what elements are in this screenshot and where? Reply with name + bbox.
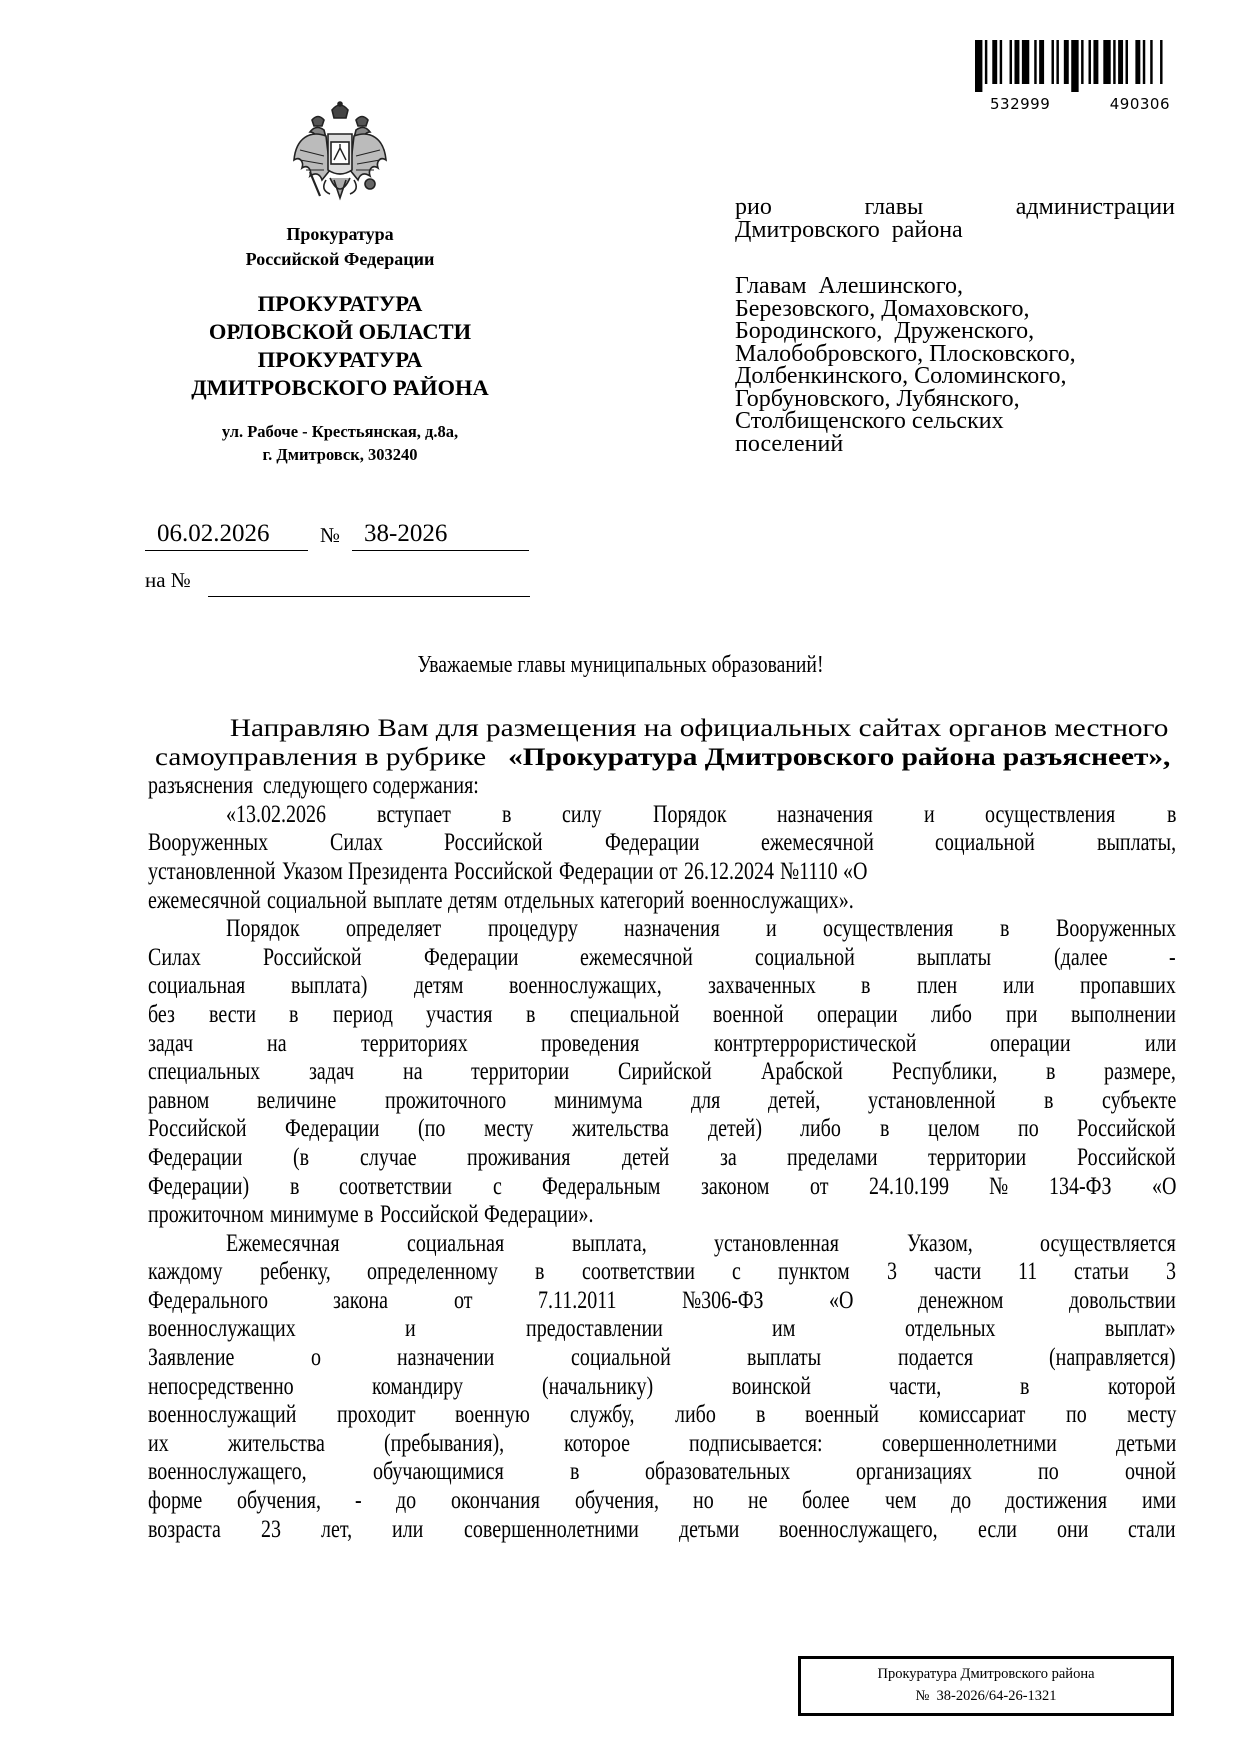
barcode-bar bbox=[1014, 40, 1019, 84]
registration-stamp bbox=[798, 1656, 1174, 1716]
body-line: Федерации (в случае проживания детей за пределами территории Российской bbox=[148, 1143, 1176, 1171]
greeting bbox=[0, 652, 1241, 679]
recipient-line: Бородинского, Друженского, bbox=[735, 318, 1035, 344]
body-line: без вести в период участия в специальной военной операции либо при выполнении bbox=[148, 1000, 1176, 1028]
org-name-large bbox=[150, 290, 530, 402]
intro-line-mixed bbox=[148, 744, 1170, 773]
body-line: Вооруженных Силах Российской Федерации ежемесячной социальной выплаты, bbox=[148, 829, 1176, 857]
number-sign: № bbox=[320, 523, 341, 547]
outgoing-number: 38-2026 bbox=[364, 520, 448, 547]
org-small-line: Прокуратура bbox=[286, 224, 394, 244]
address-line: г. Дмитровск, 303240 bbox=[262, 445, 418, 464]
barcode-bar bbox=[1089, 40, 1091, 84]
barcode-bar bbox=[1064, 40, 1069, 84]
body-line: Ежемесячная социальная выплата, установленная Указом, осуществляется bbox=[226, 1229, 1176, 1257]
body-line: установленной Указом Президента Российской Федерации от 26.12.2024 №1110 «О bbox=[148, 857, 868, 885]
barcode-bar bbox=[975, 40, 982, 92]
recipient-line: поселений bbox=[735, 430, 844, 457]
outgoing-number-field bbox=[352, 520, 529, 551]
barcode-bar bbox=[1000, 40, 1002, 84]
body-line: военнослужащий проходит военную службу, либо в военный комиссариат по месту bbox=[148, 1401, 1176, 1429]
body-line: форме обучения, - до окончания обучения, но не более чем до достижения ими bbox=[148, 1487, 1176, 1515]
barcode-bar bbox=[985, 40, 987, 84]
body-line: задач на территориях проведения контртеррористической операции или bbox=[148, 1029, 1176, 1057]
intro-plain: самоуправления в рубрике bbox=[155, 743, 487, 771]
outgoing-date-field bbox=[145, 520, 308, 551]
recipient-line: Долбенкинского, Соломинского, bbox=[735, 363, 1067, 389]
body-line: каждому ребенку, определенному в соответствии с пунктом 3 части 11 статьи 3 bbox=[148, 1258, 1176, 1286]
recipient-block-1 bbox=[735, 196, 1175, 241]
barcode-bar bbox=[1143, 40, 1145, 84]
barcode-bar bbox=[1118, 40, 1123, 84]
body-line: возраста 23 лет, или совершеннолетними детьми военнослужащего, если они стали bbox=[148, 1515, 1176, 1543]
intro-line-text: разъяснения следующего содержания: bbox=[148, 772, 479, 800]
body-line: Силах Российской Федерации ежемесячной социальной выплаты (далее - bbox=[148, 943, 1176, 971]
body-line: специальных задач на территории Сирийской Арабской Республики, в размере, bbox=[148, 1058, 1176, 1086]
barcode-bar bbox=[1135, 40, 1140, 84]
reply-to-label: на № bbox=[145, 568, 191, 592]
barcode-digits-right: 490306 bbox=[1109, 95, 1170, 113]
rubric-title: «Прокуратура Дмитровского района разъяснеет», bbox=[508, 743, 1171, 771]
org-name-small bbox=[150, 222, 530, 272]
intro-line bbox=[148, 744, 1176, 773]
body-line: социальная выплата) детям военнослужащих, захваченных в плен или пропавших bbox=[148, 972, 1176, 1000]
org-small-line: Российской Федерации bbox=[245, 249, 435, 269]
org-big-line: ПРОКУРАТУРА bbox=[257, 347, 423, 372]
barcode-bar bbox=[1160, 40, 1162, 84]
barcode-bar bbox=[1071, 40, 1078, 92]
outgoing-date: 06.02.2026 bbox=[157, 520, 270, 547]
barcode-bar bbox=[1051, 40, 1053, 84]
intro-line bbox=[148, 715, 1176, 744]
body-line: непосредственно командиру (начальнику) воинской части, в которой bbox=[148, 1372, 1176, 1400]
body-line: Федерации) в соответствии с Федеральным законом от 24.10.199 № 134-ФЗ «О bbox=[148, 1172, 1176, 1200]
recipient-line: Дмитровского района bbox=[735, 216, 963, 243]
intro-line-text: Направляю Вам для размещения на официальных сайтах органов местного bbox=[229, 715, 1169, 742]
barcode-digits-left: 532999 bbox=[990, 95, 1051, 113]
stamp-line-1: Прокуратура Дмитровского района bbox=[877, 1666, 1095, 1682]
barcode-bar bbox=[1113, 40, 1115, 84]
recipient-line bbox=[735, 196, 1175, 219]
barcode-bar bbox=[992, 40, 997, 84]
body-line: их жительства (пребывания), которое подписывается: совершеннолетними детьми bbox=[148, 1429, 1176, 1457]
barcode-bar bbox=[1150, 40, 1152, 84]
recipient-word: главы bbox=[864, 194, 924, 220]
barcode-bar bbox=[1022, 40, 1029, 84]
body-line: Заявление о назначении социальной выплаты подается (направляется) bbox=[148, 1344, 1176, 1372]
recipient-line: Березовского, Домаховского, bbox=[735, 295, 1030, 322]
recipient-line: Столбищенского сельских bbox=[735, 408, 1004, 434]
recipient-line: Малобобровского, Плосковского, bbox=[735, 340, 1076, 367]
barcode-bar bbox=[1056, 40, 1058, 84]
body-line: Федерального закона от 7.11.2011 №306-ФЗ «О денежном довольствии bbox=[148, 1286, 1176, 1314]
body-line: ежемесячной социальной выплате детям отдельных категорий военнослужащих». bbox=[148, 886, 854, 914]
recipient-line: Главам Алешинского, bbox=[735, 273, 964, 299]
recipient-word: рио bbox=[735, 194, 772, 220]
body-line: Российской Федерации (по месту жительства детей) либо в целом по Российской bbox=[148, 1115, 1176, 1143]
body-line: военнослужащего, обучающимися в образовательных организациях по очной bbox=[148, 1458, 1176, 1486]
body-line: Порядок определяет процедуру назначения и осуществления в Вооруженных bbox=[226, 915, 1176, 943]
barcode-digits bbox=[990, 95, 1170, 113]
address-line: ул. Рабоче - Крестьянская, д.8а, bbox=[221, 422, 459, 441]
recipient-line: Горбуновского, Лубянского, bbox=[735, 385, 1020, 412]
body-line: равном величине прожиточного минимума для детей, установленной в субъекте bbox=[148, 1086, 1176, 1114]
barcode-bar bbox=[1093, 40, 1098, 84]
barcode-bar bbox=[1039, 40, 1044, 84]
body-lines bbox=[148, 801, 1176, 1544]
body-line: «13.02.2026 вступает в силу Порядок назначения и осуществления в bbox=[226, 800, 1176, 828]
barcode-bar bbox=[1103, 40, 1110, 84]
stamp-line-2: № 38-2026/64-26-1321 bbox=[915, 1688, 1057, 1704]
russian-coat-of-arms-icon bbox=[290, 100, 390, 210]
barcode bbox=[975, 40, 1165, 92]
recipient-block-2 bbox=[735, 275, 1175, 455]
reply-to-number-field bbox=[208, 570, 530, 597]
body-line: военнослужащих и предоставлении им отдельных выплат» bbox=[148, 1315, 1176, 1343]
org-big-line: ОРЛОВСКОЙ ОБЛАСТИ bbox=[208, 319, 472, 344]
org-big-line: ДМИТРОВСКОГО РАЙОНА bbox=[191, 375, 489, 400]
recipient-word: администрации bbox=[1015, 194, 1175, 220]
barcode-bar bbox=[1081, 40, 1083, 84]
intro-line bbox=[148, 772, 1176, 801]
barcode-bar bbox=[1034, 40, 1036, 84]
body-line: прожиточном минимуме в Российской Федерации». bbox=[148, 1201, 594, 1229]
org-big-line: ПРОКУРАТУРА bbox=[257, 291, 423, 316]
barcode-bar bbox=[1126, 40, 1128, 84]
greeting-text: Уважаемые главы муниципальных образований! bbox=[417, 652, 824, 678]
barcode-bar bbox=[1010, 40, 1012, 84]
org-address bbox=[150, 420, 530, 466]
letter-body bbox=[148, 715, 1176, 1544]
